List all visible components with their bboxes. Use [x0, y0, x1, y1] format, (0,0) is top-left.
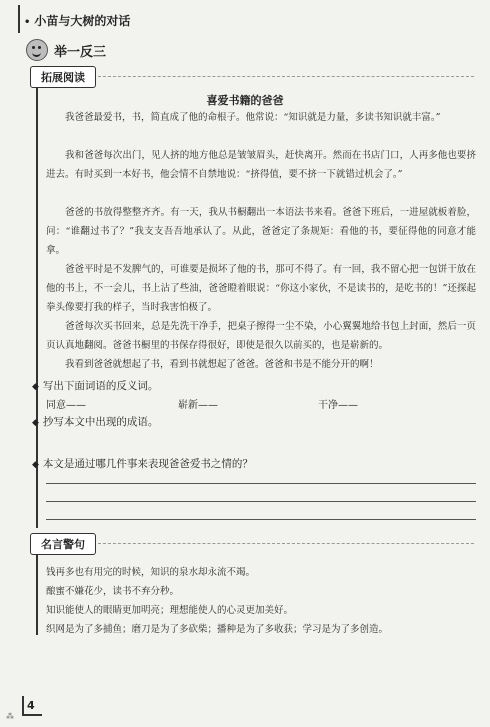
question-1: ◆ 写出下面词语的反义词。: [32, 380, 159, 392]
diamond-bullet-icon: ◆: [32, 418, 39, 428]
question-2: ◆ 抄写本文中出现的成语。: [32, 416, 159, 428]
footer-logo-icon: ⁂: [6, 712, 14, 721]
article-title: 喜爱书籍的爸爸: [206, 94, 284, 107]
quote-4: 织网是为了多捕鱼；磨刀是为了多砍柴；播种是为了多收获；学习是为了多创造。: [46, 624, 389, 635]
paragraph-1: 我爸爸最爱书，书，简直成了他的命根子。他常说：“知识就是力量，多读书知识就丰富。”: [65, 112, 441, 123]
answer-line-2[interactable]: [46, 501, 476, 502]
reading-tab-divider: [98, 76, 474, 77]
paragraph-2: 我和爸爸每次出门，见人挤的地方他总是皱皱眉头，赶快离开。然而在书店门口，人再多他也要挤进去。有时买到一本好书，他会情不自禁地说：“挤得值，要不挤一下就错过机会了。”: [46, 150, 476, 180]
question-3: ◆ 本文是通过哪几件事来表现爸爸爱书之情的？: [32, 458, 253, 470]
series-title-text: 小苗与大树的对话: [34, 14, 131, 28]
quote-1: 钱再多也有用完的时候，知识的泉水却永流不竭。: [46, 567, 256, 578]
antonym-item-2[interactable]: 崭新——: [178, 400, 218, 411]
quotes-tab: 名言警句: [30, 533, 96, 555]
paragraph-3: 爸爸的书放得整整齐齐。有一天，我从书橱翻出一本语法书来看。爸爸下班后，一进屋就板着脸，问：“谁翻过书了？”我支支吾吾地承认了。从此，爸爸定了条规矩：看他的书，要征得他的同意才能拿。: [46, 207, 476, 256]
quote-3: 知识能使人的眼睛更加明亮；理想能使人的心灵更加美好。: [46, 605, 294, 616]
section-label: 举一反三: [54, 44, 107, 60]
quotes-tab-divider: [98, 543, 474, 544]
diamond-bullet-icon: ◆: [32, 460, 39, 470]
quotes-margin-rule: [36, 555, 38, 635]
diamond-bullet-icon: ◆: [32, 382, 39, 392]
answer-line-3[interactable]: [46, 519, 476, 520]
antonym-item-3[interactable]: 干净——: [318, 400, 358, 411]
quote-2: 酿蜜不嫌花少，读书不弃分秒。: [46, 586, 180, 597]
page-number: 4: [22, 696, 42, 716]
paragraph-4: 爸爸平时是不发脾气的，可谁要是损坏了他的书，那可不得了。有一回，我不留心把一包饼干放在他的书上，不一会儿，书上沾了些油，爸爸瞪着眼说：“你这小家伙，不是读书的，是吃书的！”还探起拳头像要打我的样子，当时我害怕极了。: [46, 264, 476, 313]
header-rule: [18, 5, 20, 33]
section-heading: [26, 38, 106, 62]
paragraph-6: 我看到爸爸就想起了书，看到书就想起了爸爸。爸爸和书是不能分开的啊！: [65, 359, 379, 370]
reading-tab: 拓展阅读: [30, 66, 96, 88]
series-title: • 小苗与大树的对话: [24, 14, 131, 28]
answer-line-1[interactable]: [46, 483, 476, 484]
paragraph-5: 爸爸每次买书回来，总是先洗干净手，把桌子擦得一尘不染，小心翼翼地给书包上封面，然后一页页认真地翻阅。爸爸书橱里的书保存得很好，即使是很久以前买的，也是崭新的。: [46, 321, 476, 351]
smiley-face-icon: [26, 39, 48, 61]
antonym-item-1[interactable]: 同意——: [46, 400, 86, 411]
